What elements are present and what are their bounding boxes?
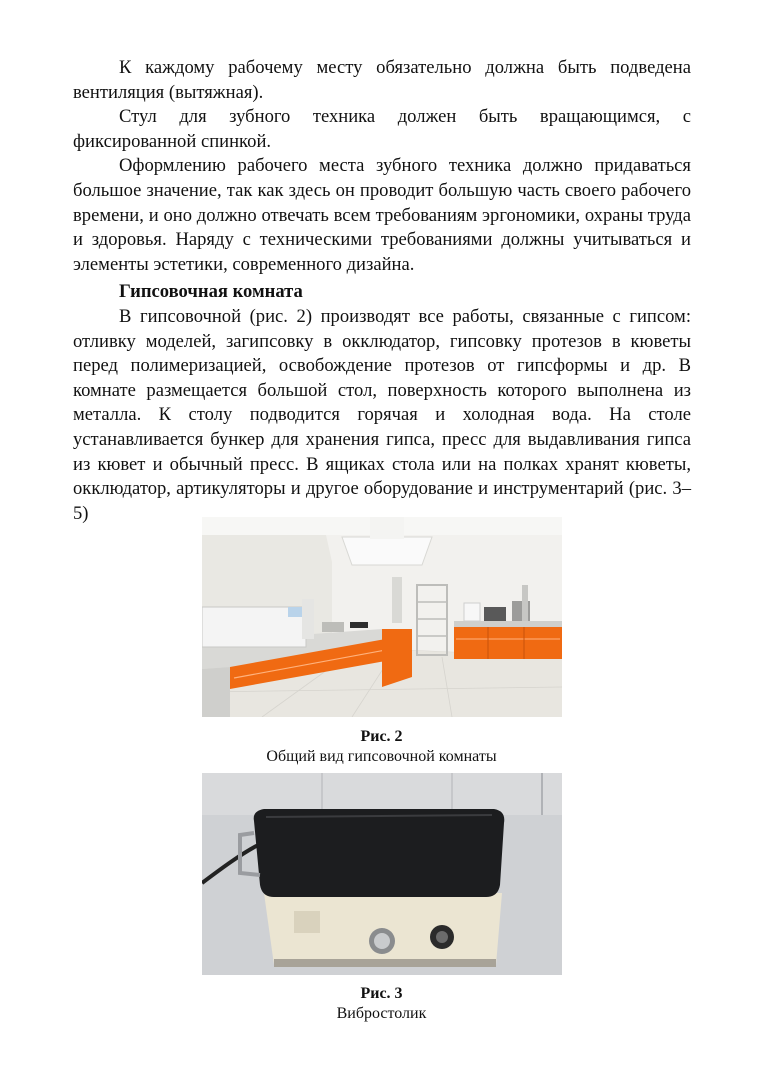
figure-2-label: Рис. 2 (360, 728, 403, 745)
paragraph-plaster-room: В гипсовочной (рис. 2) производят все работы, связанные с гипсом: отливку моделей, загипсовку в окклюдатор, гипсовку протезов в кюветы перед полимеризацией, освобождение протезов от гипсформы и др. В комнате размещается большой стол, поверхность которого выполнена из металла. К столу подводится горячая и холодная вода. На столе устанавливается бункер для хранения гипса, пресс для выдавливания гипса из кювет и обычный пресс. В ящиках стола или на полках хранят кюветы, окклюдатор, артикуляторы и другое оборудование и инструментарий (рис. 3–5) (73, 305, 691, 524)
paragraph-workplace-design: Оформлению рабочего места зубного техника должно придаваться большое значение, так как здесь он проводит большую часть своего рабочего времени, и оно должно отвечать всем требованиям эргономики, охраны труда и здоровья. Наряду с техническими требованиями должны учитываться и элементы эстетики, современного дизайна. (73, 155, 691, 275)
paragraph-chair: Стул для зубного техника должен быть вращающимся, с фиксированной спинкой. (73, 106, 691, 152)
paragraph-ventilation: К каждому рабочему месту обязательно должна быть подведена вентиляция (вытяжная). (73, 57, 691, 103)
plaster-room-photo (202, 517, 562, 717)
figure-3-caption: Вибростолик (336, 1005, 427, 1022)
vibrating-table-photo (202, 773, 562, 975)
figure-2-caption: Общий вид гипсовочной комнаты (266, 748, 497, 765)
body-text (73, 56, 691, 526)
figure-3-label: Рис. 3 (360, 985, 403, 1002)
section-heading: Гипсовочная комната (119, 281, 303, 303)
